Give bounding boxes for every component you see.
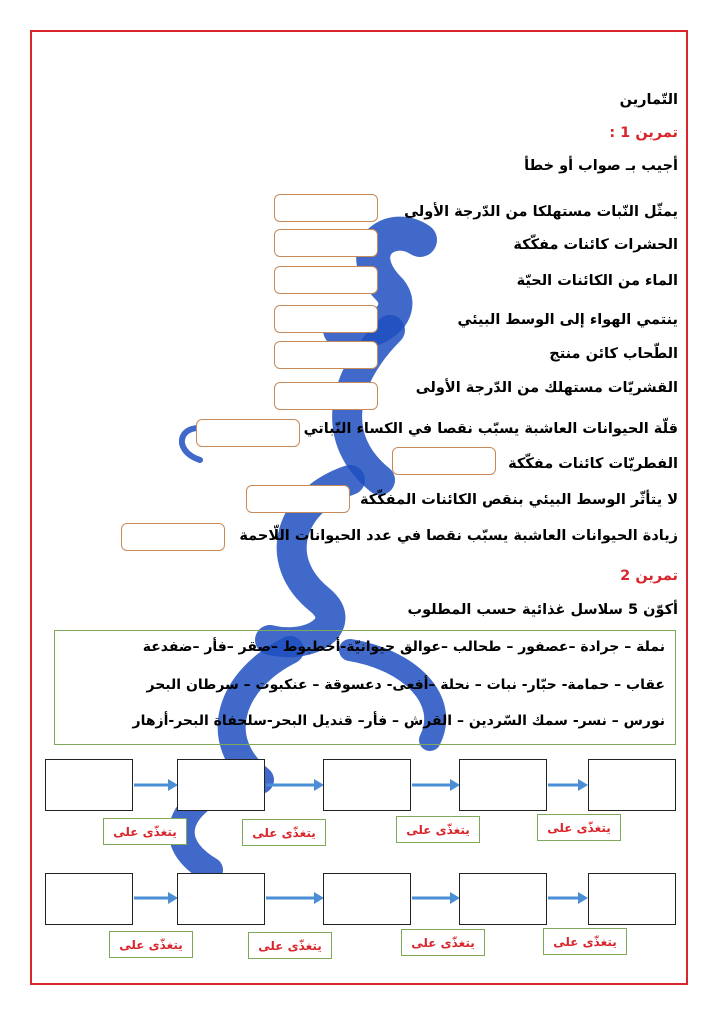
feeds-on-label: يتغذّى على	[537, 814, 621, 841]
arrow-icon	[266, 778, 324, 792]
answer-box-4[interactable]	[274, 305, 378, 333]
statement-10: زيادة الحيوانات العاشبة يسبّب نقصا في عدد الحيوانات اللّاحمة	[239, 528, 678, 544]
statement-9: لا يتأثّر الوسط البيئي بنقص الكائنات المفكّكة	[360, 492, 678, 508]
answer-box-6[interactable]	[274, 382, 378, 410]
chain2-box-4[interactable]	[459, 873, 547, 925]
answer-box-2[interactable]	[274, 229, 378, 257]
exercise1-heading: تمرين 1 :	[609, 125, 678, 141]
statement-5: الطّحاب كائن منتج	[549, 346, 678, 362]
chain2-box-2[interactable]	[177, 873, 265, 925]
feeds-on-label: يتغذّى على	[396, 816, 480, 843]
arrow-icon	[548, 778, 588, 792]
chain2-box-3[interactable]	[323, 873, 411, 925]
statement-1: يمثّل النّبات مستهلكا من الدّرجة الأولى	[404, 204, 678, 220]
feeds-on-label: يتغذّى على	[242, 819, 326, 846]
answer-box-1[interactable]	[274, 194, 378, 222]
chain1-box-2[interactable]	[177, 759, 265, 811]
answer-box-10[interactable]	[121, 523, 225, 551]
exercise2-heading: تمرين 2	[620, 568, 678, 584]
feeds-on-label: يتغذّى على	[401, 929, 485, 956]
word-bank-line-1: نملة – جرادة –عصفور – طحالب –عوالق حيوانيّة-أخطبوط –صقر –فأر –ضفدعة	[142, 639, 665, 655]
feeds-on-label: يتغذّى على	[248, 932, 332, 959]
answer-box-9[interactable]	[246, 485, 350, 513]
statement-6: القشريّات مستهلك من الدّرجة الأولى	[415, 380, 678, 396]
arrow-icon	[266, 891, 324, 905]
arrow-icon	[134, 778, 178, 792]
word-bank-line-2: عقاب – حمامة- حبّار- نبات – نحلة –أفعى- دعسوقة – عنكبوت – سرطان البحر	[146, 677, 665, 693]
answer-box-5[interactable]	[274, 341, 378, 369]
exercise2-instruction: أكوّن 5 سلاسل غذائية حسب المطلوب	[407, 602, 678, 618]
feeds-on-label: يتغذّى على	[543, 928, 627, 955]
statement-7: قلّة الحيوانات العاشبة يسبّب نقصا في الكساء النّباتي	[303, 421, 678, 437]
arrow-icon	[412, 778, 460, 792]
word-bank	[54, 630, 676, 745]
arrow-icon	[548, 891, 588, 905]
page-title: التّمارين	[619, 92, 678, 108]
answer-box-7[interactable]	[196, 419, 300, 447]
arrow-icon	[134, 891, 178, 905]
statement-4: ينتمي الهواء إلى الوسط البيئي	[457, 312, 678, 328]
feeds-on-label: يتغذّى على	[109, 931, 193, 958]
chain1-box-5[interactable]	[588, 759, 676, 811]
statement-2: الحشرات كائنات مفكّكة	[513, 237, 678, 253]
statement-8: الفطريّات كائنات مفكّكة	[508, 456, 678, 472]
chain1-box-3[interactable]	[323, 759, 411, 811]
chain2-box-5[interactable]	[588, 873, 676, 925]
exercise1-instruction: أجيب بـ صواب أو خطأ	[524, 158, 678, 174]
chain2-box-1[interactable]	[45, 873, 133, 925]
answer-box-8[interactable]	[392, 447, 496, 475]
feeds-on-label: يتغذّى على	[103, 818, 187, 845]
chain1-box-4[interactable]	[459, 759, 547, 811]
word-bank-line-3: نورس – نسر- سمك السّردين – القرش – فأر– قنديل البحر-سلحفاة البحر-أزهار	[132, 713, 665, 729]
arrow-icon	[412, 891, 460, 905]
answer-box-3[interactable]	[274, 266, 378, 294]
chain1-box-1[interactable]	[45, 759, 133, 811]
statement-3: الماء من الكائنات الحيّة	[516, 273, 678, 289]
